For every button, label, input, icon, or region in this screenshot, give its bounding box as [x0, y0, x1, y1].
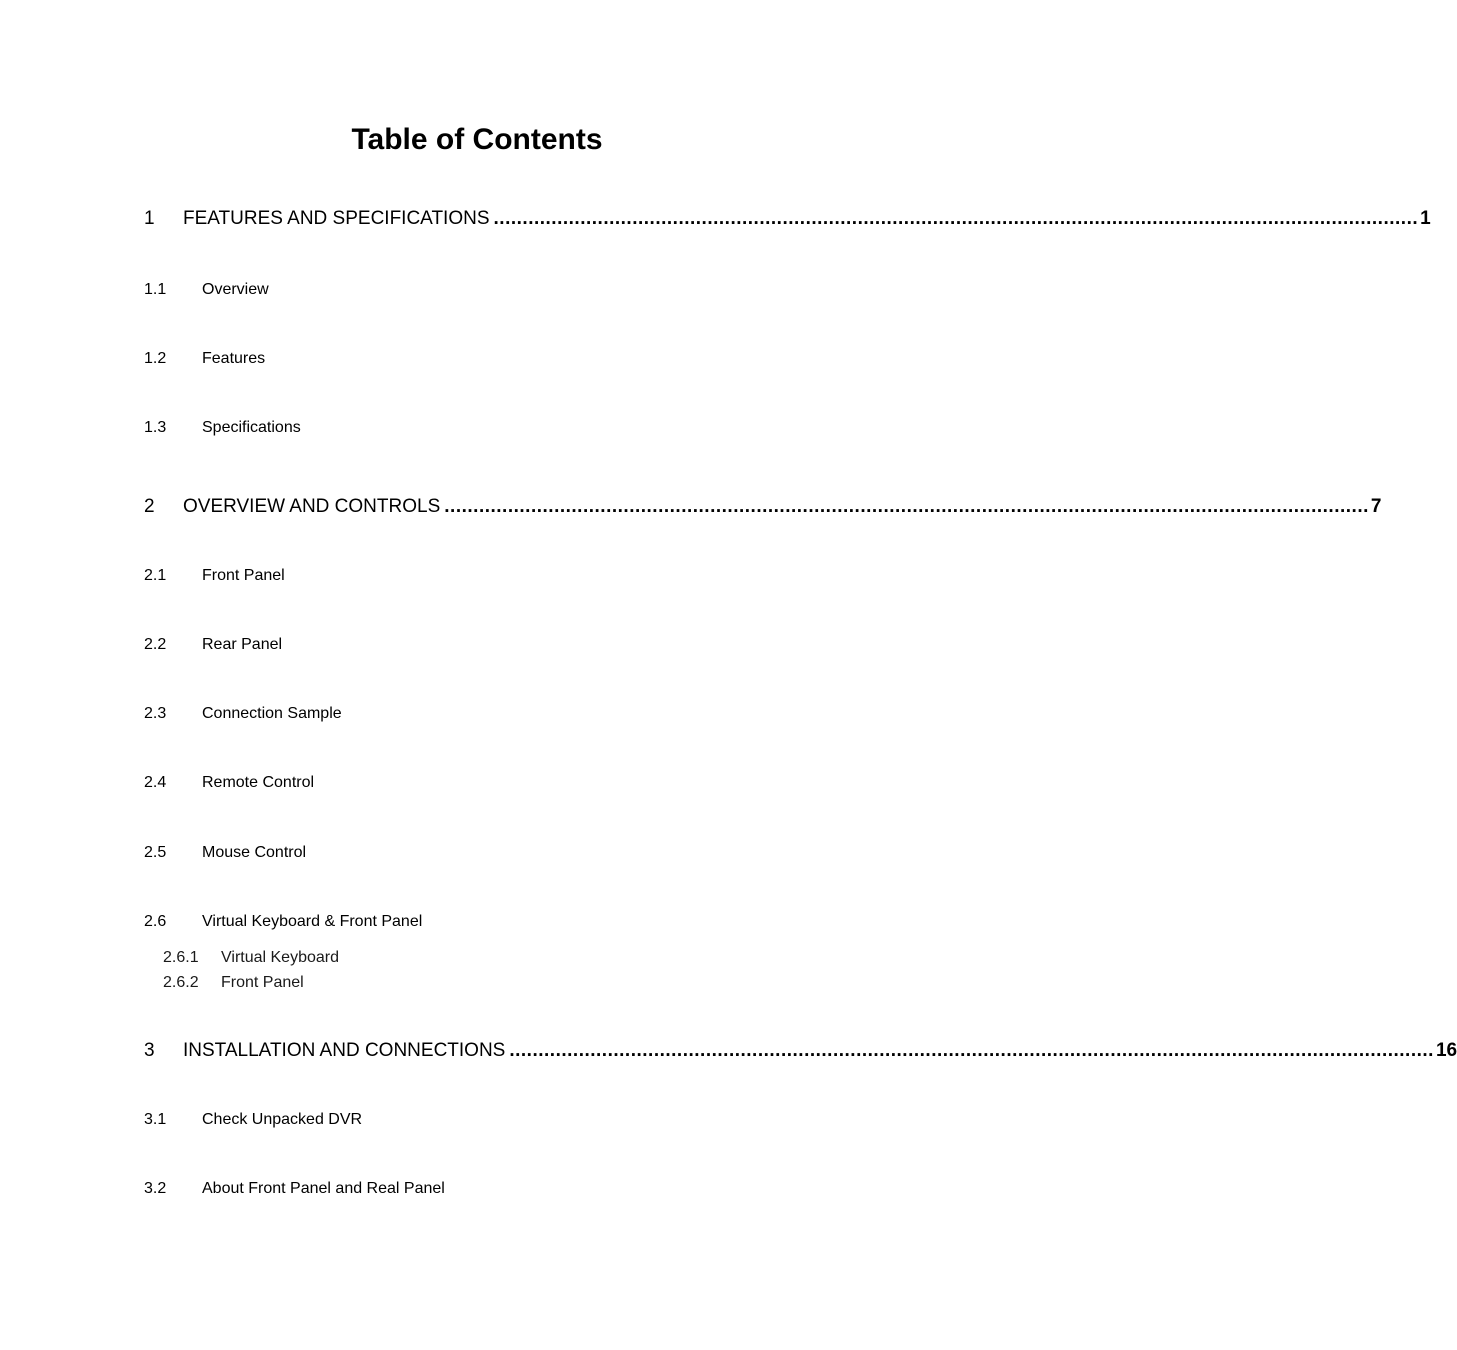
toc-section-3-1[interactable] [144, 1109, 362, 1131]
section-title: Overview [202, 281, 269, 298]
page-title: Table of Contents [351, 123, 603, 156]
section-number: 1.1 [144, 281, 167, 298]
section-number: 2.4 [144, 774, 167, 791]
section-title: About Front Panel and Real Panel [202, 1180, 445, 1197]
section-title: Virtual Keyboard & Front Panel [202, 913, 423, 930]
section-title: Specifications [202, 419, 301, 436]
chapter-number: 2 [144, 496, 155, 517]
subsection-number: 2.6.1 [163, 949, 199, 966]
chapter-number: 3 [144, 1040, 155, 1061]
dot-leader: ................................................................................................................................................................ [444, 496, 1369, 517]
toc-section-1-2[interactable] [144, 348, 265, 370]
toc-section-2-4[interactable] [144, 772, 314, 794]
toc-section-1-1[interactable] [144, 279, 269, 301]
chapter-page-number: 7 [1370, 496, 1382, 517]
section-number: 2.6 [144, 913, 167, 930]
section-title: Mouse Control [202, 844, 307, 861]
chapter-page-number: 1 [1420, 208, 1431, 229]
section-number: 2.2 [144, 636, 167, 653]
section-title: Rear Panel [202, 636, 283, 653]
toc-chapter-1[interactable] [144, 206, 1431, 232]
section-title: Check Unpacked DVR [202, 1111, 363, 1128]
toc-subsection-2-6-2[interactable] [163, 972, 304, 994]
dot-leader: ................................................................................................................................................................ [493, 208, 1419, 229]
section-title: Remote Control [202, 774, 315, 791]
subsection-title: Front Panel [221, 974, 304, 991]
dot-leader: ................................................................................................................................................................ [509, 1040, 1434, 1061]
section-number: 2.3 [144, 705, 167, 722]
section-title: Front Panel [202, 567, 285, 584]
chapter-title: FEATURES AND SPECIFICATIONS [183, 208, 490, 229]
section-number: 1.2 [144, 350, 167, 367]
toc-section-1-3[interactable] [144, 417, 301, 439]
toc-section-2-5[interactable] [144, 842, 306, 864]
subsection-number: 2.6.2 [163, 974, 199, 991]
toc-section-2-2[interactable] [144, 634, 282, 656]
section-number: 3.2 [144, 1180, 167, 1197]
toc-chapter-3[interactable] [144, 1038, 1457, 1064]
chapter-number: 1 [144, 208, 155, 229]
toc-section-2-3[interactable] [144, 703, 342, 725]
toc-subsection-2-6-1[interactable] [163, 947, 339, 969]
section-number: 1.3 [144, 419, 167, 436]
chapter-title: INSTALLATION AND CONNECTIONS [183, 1040, 506, 1061]
section-title: Features [202, 350, 266, 367]
toc-section-2-6[interactable] [144, 911, 422, 933]
section-title: Connection Sample [202, 705, 342, 722]
subsection-title: Virtual Keyboard [221, 949, 339, 966]
section-number: 2.5 [144, 844, 167, 861]
section-number: 3.1 [144, 1111, 167, 1128]
toc-section-2-1[interactable] [144, 565, 285, 587]
chapter-title: OVERVIEW AND CONTROLS [183, 496, 441, 517]
toc-section-3-2[interactable] [144, 1178, 445, 1200]
chapter-page-number: 16 [1435, 1040, 1457, 1061]
section-number: 2.1 [144, 567, 167, 584]
toc-chapter-2[interactable] [144, 494, 1382, 520]
